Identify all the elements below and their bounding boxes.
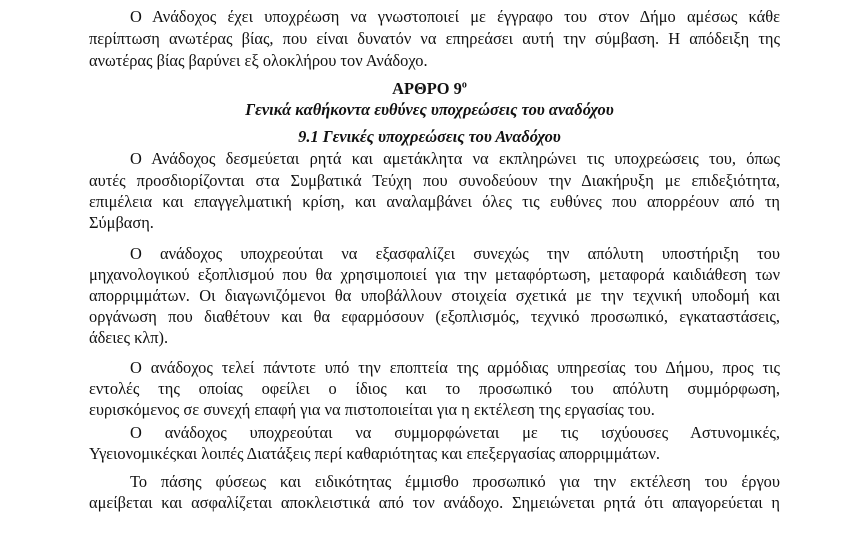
- text-line: επιμέλεια και επαγγελματική κρίση, και αναλαμβάνει όλες τις ευθύνες που απορρέουν από τη: [89, 192, 780, 211]
- text-line: απορριμμάτων. Οι διαγωνιζόμενοι θα υποβάλλουν στοιχεία σχετικά με την τεχνική υποδομή και: [89, 286, 780, 305]
- intro-line-1: [0, 6, 859, 28]
- paragraph-1-line-1: [0, 148, 859, 170]
- paragraph-2-line-5: [0, 327, 859, 349]
- article-heading: [0, 78, 859, 100]
- section-heading-text: 9.1 Γενικές υποχρεώσεις του Αναδόχου: [298, 127, 561, 146]
- article-heading-label: ΑΡΘΡΟ 9: [392, 79, 462, 98]
- text-line: εντολές της οποίας οφείλει ο ίδιος και το προσωπικό του απόλυτη συμμόρφωση,: [89, 379, 780, 398]
- paragraph-4-line-2: [0, 443, 859, 465]
- paragraph-5-line-2: [0, 492, 859, 514]
- text-line: οργάνωση που διαθέτουν και θα εφαρμόσουν (εξοπλισμός, τεχνικό προσωπικό, εγκαταστάσεις,: [89, 307, 780, 326]
- paragraph-3-line-1: [0, 357, 859, 379]
- paragraph-1-line-4: [0, 212, 859, 234]
- intro-line-2: [0, 28, 859, 50]
- text-line: ανωτέρας βίας βαρύνει εξ ολοκλήρου τον Ανάδοχο.: [89, 51, 428, 70]
- intro-line-3: [0, 50, 859, 72]
- paragraph-1-line-3: [0, 191, 859, 213]
- section-heading: [0, 126, 859, 148]
- text-line: αυτές προσδιορίζονται στα Συμβατικά Τεύχη που συνοδεύουν την Διακήρυξη με επιδεξιότητα,: [89, 171, 780, 190]
- text-line: Το πάσης φύσεως και ειδικότητας έμμισθο προσωπικό για την εκτέλεση του έργου: [130, 472, 780, 491]
- paragraph-2-line-2: [0, 264, 859, 286]
- text-line: άδειες κλπ).: [89, 328, 169, 347]
- article-subtitle-text: Γενικά καθήκοντα ευθύνες υποχρεώσεις του αναδόχου: [245, 100, 614, 119]
- text-line: Ο ανάδοχος υποχρεούται να εξασφαλίζει συνεχώς την απόλυτη υποστήριξη του: [130, 244, 780, 263]
- paragraph-3-line-3: [0, 399, 859, 421]
- article-heading-text: [0, 78, 859, 100]
- text-line: Υγειονομικέςκαι λοιπές Διατάξεις περί καθαριότητας και επεξεργασίας απορριμμάτων.: [89, 444, 661, 463]
- text-line: Ο Ανάδοχος έχει υποχρέωση να γνωστοποιεί με έγγραφο του στον Δήμο αμέσως κάθε: [130, 7, 780, 26]
- text-line: αμείβεται και ασφαλίζεται αποκλειστικά από τον ανάδοχο. Σημειώνεται ρητά ότι απαγορεύεται η: [89, 493, 780, 512]
- paragraph-3-line-2: [0, 378, 859, 400]
- paragraph-2-line-4: [0, 306, 859, 328]
- text-line: ευρισκόμενος σε συνεχή επαφή για να πιστοποιείται για η εκτέλεση της εργασίας του.: [89, 400, 655, 419]
- paragraph-2-line-1: [0, 243, 859, 265]
- paragraph-5-line-1: [0, 471, 859, 493]
- article-heading-superscript: ο: [461, 79, 467, 91]
- article-subtitle: [0, 99, 859, 121]
- text-line: Ο Ανάδοχος δεσμεύεται ρητά και αμετάκλητα να εκπληρώνει τις υποχρεώσεις του, όπως: [130, 149, 780, 168]
- paragraph-2-line-3: [0, 285, 859, 307]
- text-line: Ο ανάδοχος τελεί πάντοτε υπό την εποπτεία της αρμόδιας υπηρεσίας του Δήμου, προς τις: [130, 358, 780, 377]
- text-line: Σύμβαση.: [89, 213, 154, 232]
- paragraph-4-line-1: [0, 422, 859, 444]
- text-line: περίπτωση ανωτέρας βίας, που είναι δυνατόν να επηρεάσει αυτή την σύμβαση. Η απόδειξη της: [89, 29, 780, 48]
- text-line: Ο ανάδοχος υποχρεούται να συμμορφώνεται με τις ισχύουσες Αστυνομικές,: [130, 423, 780, 442]
- text-line: μηχανολογικού εξοπλισμού που θα χρησιμοποιεί για την μεταφόρτωση, μεταφορά καιδιάθεση των: [89, 265, 780, 284]
- paragraph-1-line-2: [0, 170, 859, 192]
